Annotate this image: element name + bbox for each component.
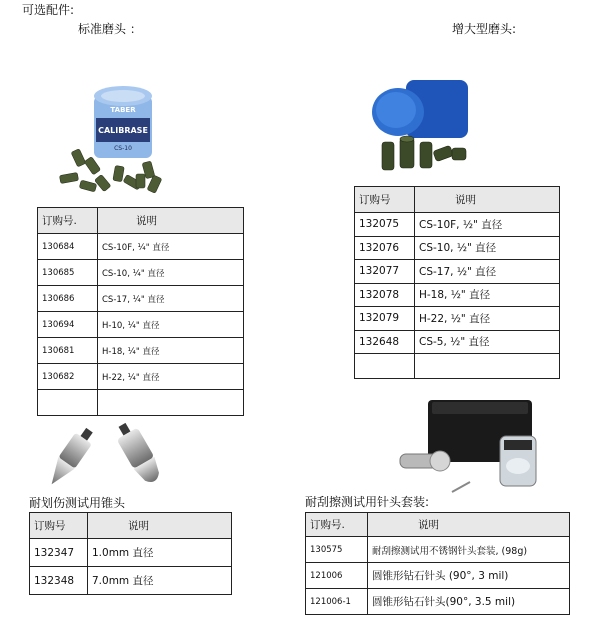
standard-stylus-label: 标准磨头 ： (78, 22, 142, 36)
large-stylus-image (368, 72, 480, 176)
page-title: 可选配件: (22, 3, 75, 17)
description: H-22, ¼" 直径 (98, 364, 244, 390)
table-row (38, 286, 244, 312)
table-row (38, 338, 244, 364)
table-row (355, 354, 560, 379)
cone-tips-image (30, 418, 170, 496)
description: CS-10, ½" 直径 (415, 236, 560, 260)
table-row (355, 307, 560, 331)
description: 圆锥形钻石针头(90°, 3.5 mil) (368, 589, 570, 615)
description: H-18, ½" 直径 (415, 283, 560, 307)
description: CS-10F, ¼" 直径 (98, 234, 244, 260)
canister-product-text: CALIBRASE (98, 126, 148, 135)
table-row (355, 330, 560, 354)
large-stylus-table (354, 186, 560, 379)
order-code: 132078 (355, 283, 415, 307)
scrape-kit-image (392, 396, 552, 496)
order-code: 121006-1 (306, 589, 368, 615)
order-code: 132648 (355, 330, 415, 354)
order-code: 132076 (355, 236, 415, 260)
description: 耐刮擦测试用不锈钢针头套装, (98g) (368, 537, 570, 563)
order-code: 130694 (38, 312, 98, 338)
description: CS-5, ½" 直径 (415, 330, 560, 354)
description: 1.0mm 直径 (88, 539, 232, 567)
column-header-code: 订购号 (30, 513, 88, 539)
table-row (306, 537, 570, 563)
table-row (355, 236, 560, 260)
description: CS-17, ¼" 直径 (98, 286, 244, 312)
table-row (38, 260, 244, 286)
order-code: 130682 (38, 364, 98, 390)
order-code: 130681 (38, 338, 98, 364)
scratch-tips-table (29, 512, 232, 595)
table-row (38, 364, 244, 390)
order-code: 130684 (38, 234, 98, 260)
description: H-18, ¼" 直径 (98, 338, 244, 364)
description: H-22, ½" 直径 (415, 307, 560, 331)
table-row (38, 312, 244, 338)
standard-stylus-table (37, 207, 244, 416)
table-header-row (306, 513, 570, 537)
table-row (30, 567, 232, 595)
column-header-code: 订购号 (355, 187, 415, 213)
scrape-kit-table (305, 512, 570, 615)
column-header-code: 订购号. (38, 208, 98, 234)
column-header-desc: 说明 (368, 513, 570, 537)
order-code: 132075 (355, 213, 415, 237)
canister-brand-text: TABER (110, 106, 136, 114)
large-stylus-label: 增大型磨头: (452, 22, 517, 36)
table-header-row (355, 187, 560, 213)
canister-model-text: CS-10 (114, 145, 132, 152)
description (98, 390, 244, 416)
table-row (38, 390, 244, 416)
description (415, 354, 560, 379)
table-row (355, 283, 560, 307)
column-header-desc: 说明 (98, 208, 244, 234)
table-row (355, 260, 560, 284)
order-code: 121006 (306, 563, 368, 589)
standard-stylus-image (40, 78, 180, 206)
order-code: 130575 (306, 537, 368, 563)
description: CS-10F, ½" 直径 (415, 213, 560, 237)
scratch-tips-title: 耐划伤测试用锥头 (29, 496, 126, 510)
order-code: 130686 (38, 286, 98, 312)
table-row (30, 539, 232, 567)
table-row (38, 234, 244, 260)
order-code (38, 390, 98, 416)
table-row (306, 563, 570, 589)
description: 圆锥形钻石针头 (90°, 3 mil) (368, 563, 570, 589)
table-row (306, 589, 570, 615)
table-row (355, 213, 560, 237)
column-header-code: 订购号. (306, 513, 368, 537)
order-code: 132347 (30, 539, 88, 567)
table-header-row (38, 208, 244, 234)
order-code (355, 354, 415, 379)
column-header-desc: 说明 (415, 187, 560, 213)
order-code: 132077 (355, 260, 415, 284)
column-header-desc: 说明 (88, 513, 232, 539)
table-header-row (30, 513, 232, 539)
order-code: 130685 (38, 260, 98, 286)
description: CS-17, ½" 直径 (415, 260, 560, 284)
description: 7.0mm 直径 (88, 567, 232, 595)
order-code: 132079 (355, 307, 415, 331)
description: H-10, ¼" 直径 (98, 312, 244, 338)
scrape-kit-title: 耐刮擦测试用针头套装: (305, 495, 430, 509)
order-code: 132348 (30, 567, 88, 595)
description: CS-10, ¼" 直径 (98, 260, 244, 286)
